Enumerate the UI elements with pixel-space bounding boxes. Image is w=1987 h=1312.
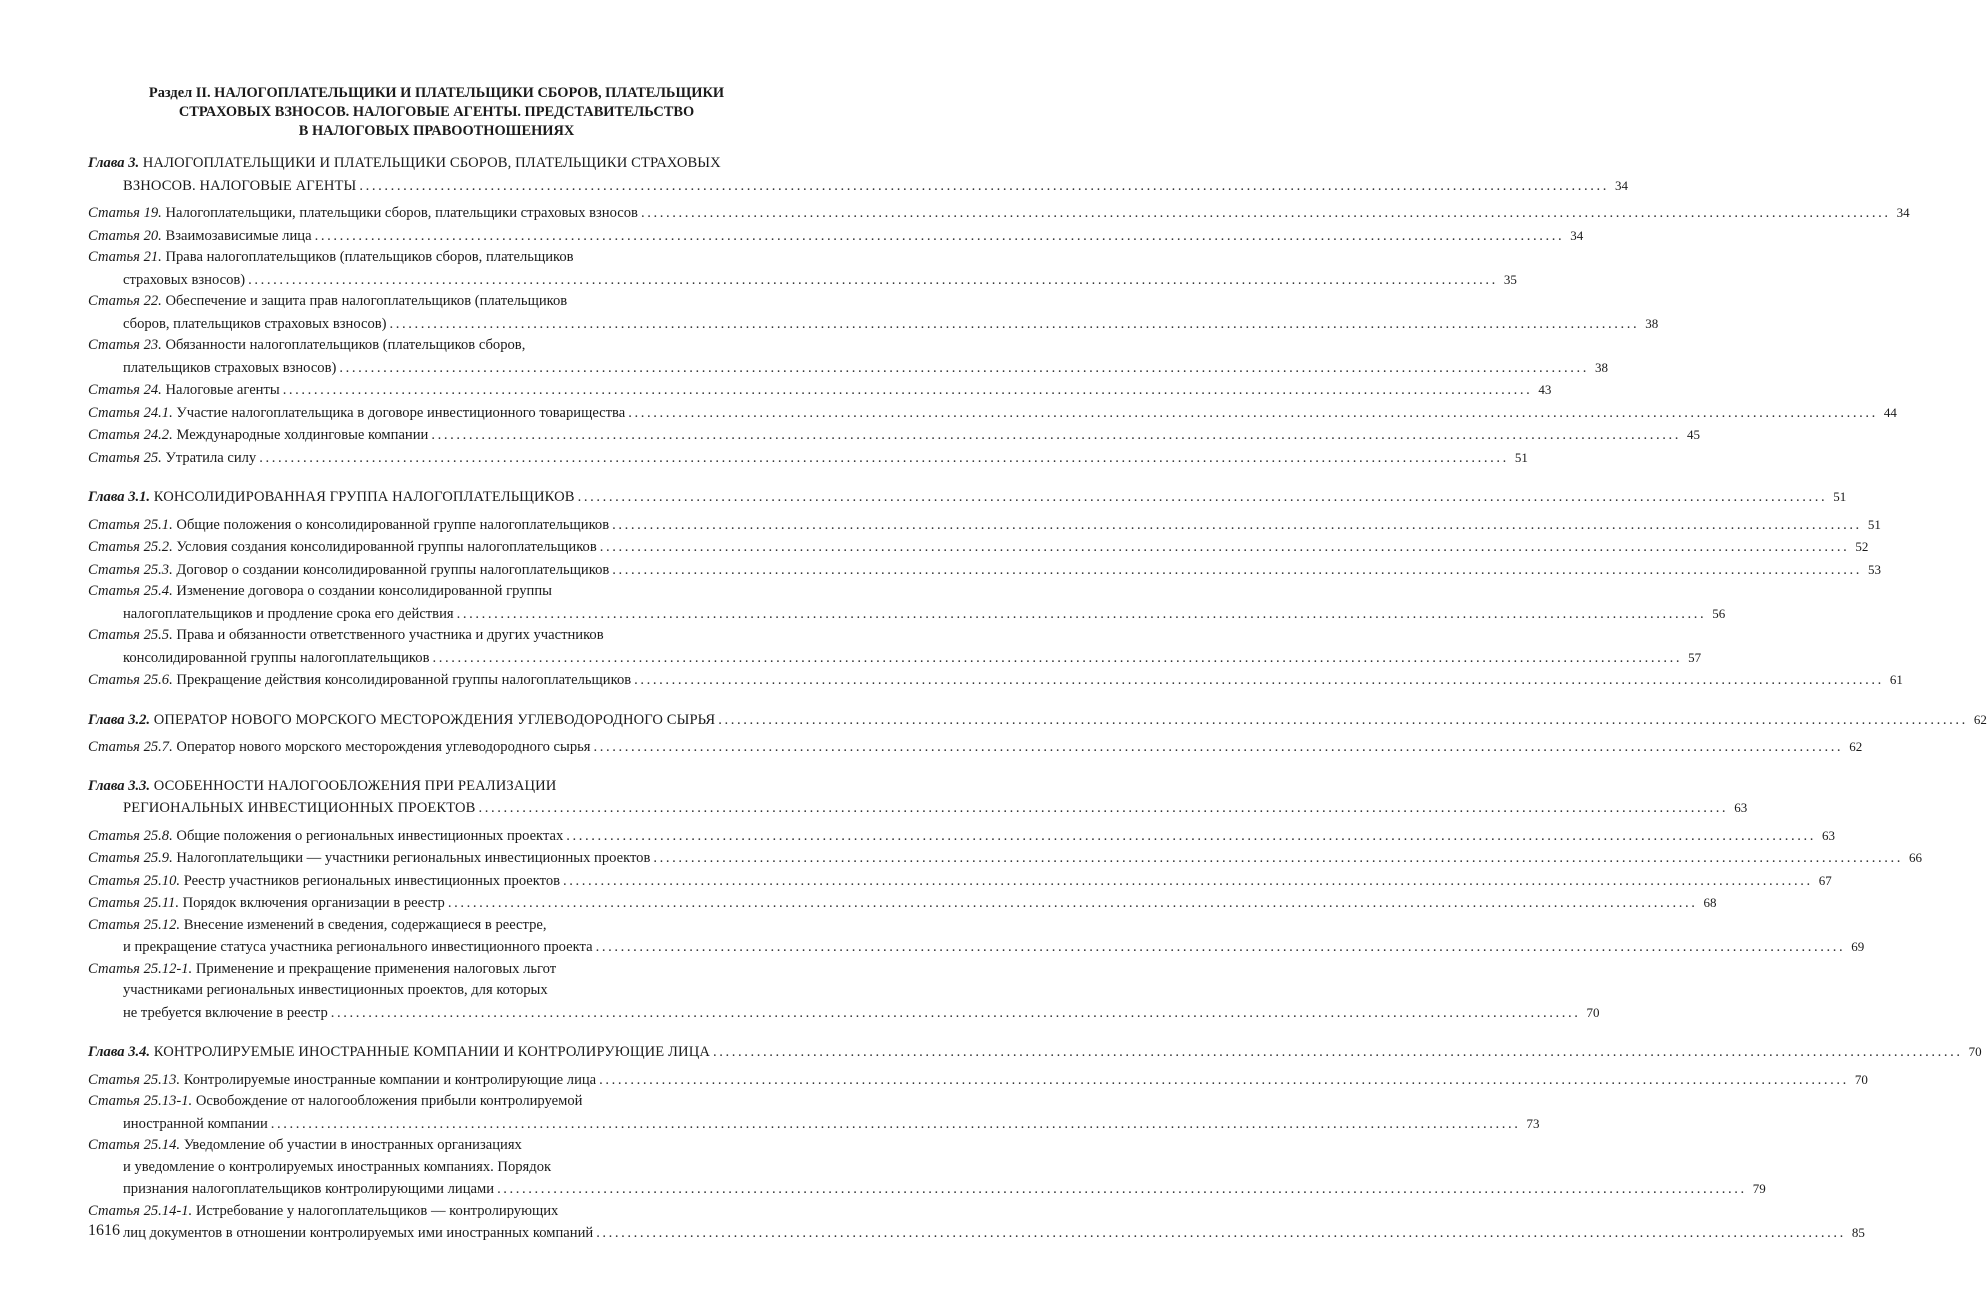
article-label: Статья 25.9. bbox=[88, 850, 173, 866]
entry-line bbox=[88, 736, 1863, 759]
page-ref: 68 bbox=[1703, 895, 1717, 910]
article-entry[interactable] bbox=[88, 581, 1726, 625]
entry-line bbox=[88, 379, 1552, 402]
article-label: Статья 20. bbox=[88, 227, 162, 244]
entry-line bbox=[88, 402, 1897, 425]
page-ref: 62 bbox=[1973, 711, 1987, 727]
dot-leader: ........................................................................................................................................................................................................ bbox=[566, 827, 1816, 844]
article-label: Статья 24.1. bbox=[88, 404, 173, 421]
page-ref: 34 bbox=[1615, 177, 1629, 193]
page-ref: 34 bbox=[1896, 205, 1910, 220]
entry-title-text: Прекращение действия консолидированной группы налогоплательщиков bbox=[176, 672, 632, 688]
entry-title-text: Контролируемые иностранные компании и контролирующие лица bbox=[183, 1071, 597, 1088]
entry-title-text: не требуется включение в реестр bbox=[123, 1004, 328, 1021]
entry-line bbox=[88, 1222, 1865, 1245]
dot-leader: ........................................................................................................................................................................................................ bbox=[282, 382, 1533, 398]
dot-leader: ........................................................................................................................................................................................................ bbox=[314, 227, 1565, 244]
entry-title-text: РЕГИОНАЛЬНЫХ ИНВЕСТИЦИОННЫХ ПРОЕКТОВ bbox=[123, 800, 476, 816]
entry-title-text: КОНСОЛИДИРОВАННАЯ ГРУППА НАЛОГОПЛАТЕЛЬЩИКОВ bbox=[153, 489, 575, 505]
article-label: Статья 25.5. bbox=[88, 627, 173, 643]
entry-line bbox=[88, 335, 785, 357]
page-ref: 63 bbox=[1821, 827, 1835, 843]
entry-line bbox=[88, 559, 1881, 582]
entry-title-text: ОСОБЕННОСТИ НАЛОГООБЛОЖЕНИЯ ПРИ РЕАЛИЗАЦИИ bbox=[153, 777, 557, 794]
entry-title-text: страховых взносов) bbox=[123, 271, 246, 288]
entry-line bbox=[88, 1069, 1868, 1092]
dot-leader: ........................................................................................................................................................................................................ bbox=[270, 1115, 1521, 1132]
entry-line bbox=[88, 153, 785, 175]
dot-leader: ........................................................................................................................................................................................................ bbox=[599, 1071, 1849, 1088]
page-ref: 57 bbox=[1688, 649, 1702, 665]
article-label: Статья 25.12-1. bbox=[88, 960, 193, 977]
entry-line bbox=[88, 1091, 785, 1113]
article-label: Статья 25.4. bbox=[88, 583, 173, 599]
entry-title-text: Реестр участников региональных инвестиционных проектов bbox=[183, 872, 561, 889]
dot-leader: ........................................................................................................................................................................................................ bbox=[478, 800, 1729, 816]
chapter-entry[interactable] bbox=[88, 709, 1987, 732]
article-label: Статья 23. bbox=[88, 337, 162, 353]
page-ref: 66 bbox=[1909, 850, 1923, 865]
entry-title-text: Общие положения о региональных инвестиционных проектах bbox=[176, 827, 564, 844]
article-label: Статья 25.1. bbox=[88, 516, 173, 533]
entry-title-text: плательщиков страховых взносов) bbox=[123, 359, 337, 376]
entry-line bbox=[88, 1113, 1540, 1136]
entry-line bbox=[88, 870, 1832, 893]
section-title-line: В НАЛОГОВЫХ ПРАВООТНОШЕНИЯХ bbox=[298, 123, 575, 139]
chapter-entry[interactable] bbox=[88, 1041, 1982, 1064]
entry-title-text: консолидированной группы налогоплательщиков bbox=[123, 649, 430, 666]
dot-leader: ........................................................................................................................................................................................................ bbox=[634, 672, 1884, 688]
page-ref: 45 bbox=[1687, 427, 1701, 442]
chapter-label: Глава 3.4. bbox=[88, 1044, 151, 1060]
entry-title-text: Права и обязанности ответственного участника и других участников bbox=[176, 627, 604, 643]
page-ref: 56 bbox=[1712, 605, 1726, 621]
entry-line bbox=[88, 1041, 1982, 1064]
entry-line bbox=[88, 603, 1726, 626]
entry-title-text: ОПЕРАТОР НОВОГО МОРСКОГО МЕСТОРОЖДЕНИЯ УГЛЕВОДОРОДНОГО СЫРЬЯ bbox=[153, 711, 716, 728]
article-label: Статья 25.6. bbox=[88, 672, 173, 688]
entry-line bbox=[88, 247, 785, 269]
chapter-entry[interactable] bbox=[88, 776, 1748, 820]
entry-title-text: Налогоплательщики, плательщики сборов, плательщики страховых взносов bbox=[165, 205, 638, 221]
entry-line bbox=[88, 776, 785, 798]
article-entry[interactable] bbox=[88, 424, 1701, 447]
article-entry[interactable] bbox=[88, 1201, 1865, 1245]
section-title-line: СТРАХОВЫХ ВЗНОСОВ. НАЛОГОВЫЕ АГЕНТЫ. ПРЕДСТАВИТЕЛЬСТВО bbox=[178, 104, 695, 120]
page-ref: 51 bbox=[1867, 516, 1881, 532]
page-ref: 53 bbox=[1867, 561, 1881, 577]
article-label: Статья 25.2. bbox=[88, 539, 173, 555]
entry-line bbox=[88, 313, 1659, 336]
entry-line bbox=[88, 669, 1903, 692]
page-ref: 51 bbox=[1514, 449, 1528, 465]
entry-line bbox=[88, 269, 1517, 292]
dot-leader: ........................................................................................................................................................................................................ bbox=[718, 711, 1968, 728]
article-entry[interactable] bbox=[88, 870, 1832, 893]
page-number: 1616 bbox=[88, 1222, 120, 1239]
article-label: Статья 25.14-1. bbox=[88, 1202, 193, 1219]
entry-title-text: ВЗНОСОВ. НАЛОГОВЫЕ АГЕНТЫ bbox=[123, 177, 357, 194]
group-spacer bbox=[88, 692, 785, 701]
section-title bbox=[108, 84, 765, 141]
entry-title-text: Общие положения о консолидированной группе налогоплательщиков bbox=[176, 516, 610, 533]
entry-title-text: иностранной компании bbox=[123, 1115, 268, 1132]
page-ref: 70 bbox=[1968, 1044, 1982, 1059]
dot-leader: ........................................................................................................................................................................................................ bbox=[628, 404, 1878, 421]
entry-title-text: НАЛОГОПЛАТЕЛЬЩИКИ И ПЛАТЕЛЬЩИКИ СБОРОВ, ПЛАТЕЛЬЩИКИ СТРАХОВЫХ bbox=[142, 155, 721, 171]
entry-line bbox=[88, 709, 1987, 732]
entry-title-text: Оператор нового морского месторождения углеводородного сырья bbox=[176, 739, 591, 755]
dot-leader: ........................................................................................................................................................................................................ bbox=[640, 205, 1891, 221]
dot-leader: ........................................................................................................................................................................................................ bbox=[612, 561, 1862, 578]
article-entry[interactable] bbox=[88, 291, 1659, 335]
article-label: Статья 24. bbox=[88, 382, 162, 398]
entry-title-text: Истребование у налогоплательщиков — контролирующих bbox=[195, 1202, 559, 1219]
entry-line bbox=[88, 936, 1865, 959]
page-ref: 43 bbox=[1538, 382, 1552, 397]
entry-title-text: Международные холдинговые компании bbox=[176, 427, 429, 443]
article-entry[interactable] bbox=[88, 847, 1923, 870]
page-ref: 67 bbox=[1818, 872, 1832, 888]
dot-leader: ........................................................................................................................................................................................................ bbox=[432, 649, 1683, 666]
entry-title-text: Налогоплательщики — участники региональных инвестиционных проектов bbox=[176, 850, 651, 866]
entry-line bbox=[88, 797, 1748, 820]
article-label: Статья 25.10. bbox=[88, 872, 181, 889]
entry-line bbox=[88, 424, 1701, 447]
chapter-entry[interactable] bbox=[88, 153, 1629, 197]
entry-title-text: Освобождение от налогообложения прибыли контролируемой bbox=[195, 1093, 583, 1109]
entry-title-text: участниками региональных инвестиционных проектов, для которых bbox=[123, 982, 548, 998]
dot-leader: ........................................................................................................................................................................................................ bbox=[497, 1181, 1747, 1197]
entry-title-text: Договор о создании консолидированной группы налогоплательщиков bbox=[176, 561, 610, 578]
chapter-label: Глава 3. bbox=[88, 155, 140, 171]
dot-leader: ........................................................................................................................................................................................................ bbox=[447, 895, 1698, 911]
entry-line bbox=[88, 514, 1881, 537]
article-entry[interactable] bbox=[88, 247, 1517, 291]
entry-title-text: Уведомление об участии в иностранных организациях bbox=[183, 1137, 522, 1153]
article-entry[interactable] bbox=[88, 536, 1869, 559]
chapter-label: Глава 3.1. bbox=[88, 489, 151, 505]
entry-title-text: Применение и прекращение применения налоговых льгот bbox=[195, 960, 557, 977]
article-entry[interactable] bbox=[88, 625, 1702, 669]
entry-title-text: Права налогоплательщиков (плательщиков сборов, плательщиков bbox=[165, 249, 574, 265]
entry-title-text: и прекращение статуса участника регионального инвестиционного проекта bbox=[123, 939, 593, 955]
page-ref: 35 bbox=[1503, 271, 1517, 287]
dot-leader: ........................................................................................................................................................................................................ bbox=[563, 872, 1813, 889]
page-ref: 44 bbox=[1883, 404, 1897, 420]
entry-line bbox=[88, 847, 1923, 870]
entry-title-text: признания налогоплательщиков контролирующими лицами bbox=[123, 1181, 495, 1197]
page-ref: 73 bbox=[1526, 1115, 1540, 1131]
article-entry[interactable] bbox=[88, 736, 1863, 759]
entry-line bbox=[88, 1201, 785, 1223]
dot-leader: ........................................................................................................................................................................................................ bbox=[593, 739, 1844, 755]
entry-line bbox=[88, 225, 1584, 248]
entry-title-text: Внесение изменений в сведения, содержащиеся в реестре, bbox=[183, 916, 547, 933]
page-ref: 63 bbox=[1734, 800, 1748, 815]
article-label: Статья 25.11. bbox=[88, 895, 179, 911]
dot-leader: ........................................................................................................................................................................................................ bbox=[612, 516, 1862, 533]
entry-title-text: Условия создания консолидированной группы налогоплательщиков bbox=[176, 539, 597, 555]
entry-title-text: лиц документов в отношении контролируемых ими иностранных компаний bbox=[123, 1225, 594, 1241]
entry-line bbox=[88, 175, 1629, 198]
entry-line bbox=[88, 825, 1835, 848]
entry-title-text: Взаимозависимые лица bbox=[165, 227, 312, 244]
article-entry[interactable] bbox=[88, 669, 1903, 692]
dot-leader: ........................................................................................................................................................................................................ bbox=[456, 605, 1707, 622]
entry-line bbox=[88, 581, 785, 603]
entry-line bbox=[88, 357, 1609, 380]
dot-leader: ........................................................................................................................................................................................................ bbox=[431, 427, 1682, 443]
entry-line bbox=[88, 1002, 1600, 1025]
article-label: Статья 25.14. bbox=[88, 1137, 181, 1153]
entry-title-text: Обеспечение и защита прав налогоплательщиков (плательщиков bbox=[165, 293, 568, 309]
entry-title-text: КОНТРОЛИРУЕМЫЕ ИНОСТРАННЫЕ КОМПАНИИ И КОНТРОЛИРУЮЩИЕ ЛИЦА bbox=[153, 1044, 710, 1060]
section-title-line: Раздел II. НАЛОГОПЛАТЕЛЬЩИКИ И ПЛАТЕЛЬЩИКИ СБОРОВ, ПЛАТЕЛЬЩИКИ bbox=[148, 85, 725, 101]
page-ref: 69 bbox=[1851, 939, 1865, 954]
entry-line bbox=[88, 486, 1847, 509]
chapter-label: Глава 3.3. bbox=[88, 777, 151, 794]
article-entry[interactable] bbox=[88, 379, 1552, 402]
entry-line bbox=[88, 959, 785, 981]
entry-title-text: налогоплательщиков и продление срока его действия bbox=[123, 605, 454, 622]
dot-leader: ........................................................................................................................................................................................................ bbox=[599, 539, 1850, 555]
dot-leader: ........................................................................................................................................................................................................ bbox=[653, 850, 1904, 866]
entry-line bbox=[88, 915, 785, 937]
article-entry[interactable] bbox=[88, 1069, 1868, 1092]
entry-line bbox=[88, 1135, 785, 1157]
entry-title-text: Участие налогоплательщика в договоре инвестиционного товарищества bbox=[176, 404, 626, 421]
article-entry[interactable] bbox=[88, 1135, 1766, 1201]
article-label: Статья 21. bbox=[88, 249, 162, 265]
article-entry[interactable] bbox=[88, 225, 1584, 248]
entry-title-text: Утратила силу bbox=[165, 449, 257, 466]
article-entry[interactable] bbox=[88, 915, 1865, 959]
page-ref: 85 bbox=[1851, 1225, 1865, 1240]
table-of-contents bbox=[88, 153, 1987, 1245]
entry-line bbox=[88, 625, 785, 647]
article-entry[interactable] bbox=[88, 335, 1609, 379]
entry-line bbox=[88, 647, 1702, 670]
chapter-entry[interactable] bbox=[88, 486, 1847, 509]
entry-title-text: Изменение договора о создании консолидированной группы bbox=[176, 583, 552, 599]
page-ref: 38 bbox=[1645, 315, 1659, 331]
entry-line bbox=[88, 291, 785, 313]
entry-line bbox=[88, 202, 1910, 225]
entry-title-text: Налоговые агенты bbox=[165, 382, 280, 398]
entry-line bbox=[88, 536, 1869, 559]
page-ref: 62 bbox=[1849, 739, 1863, 754]
entry-line bbox=[88, 447, 1528, 470]
entry-title-text: сборов, плательщиков страховых взносов) bbox=[123, 315, 387, 332]
page-ref: 34 bbox=[1570, 227, 1584, 243]
article-entry[interactable] bbox=[88, 447, 1528, 470]
article-entry[interactable] bbox=[88, 402, 1897, 425]
entry-title-text: Порядок включения организации в реестр bbox=[182, 895, 445, 911]
dot-leader: ........................................................................................................................................................................................................ bbox=[596, 1225, 1846, 1241]
article-label: Статья 22. bbox=[88, 293, 162, 309]
entry-line bbox=[88, 980, 785, 1002]
page-ref: 51 bbox=[1833, 489, 1847, 504]
dot-leader: ........................................................................................................................................................................................................ bbox=[577, 489, 1828, 505]
dot-leader: ........................................................................................................................................................................................................ bbox=[595, 939, 1846, 955]
page-ref: 79 bbox=[1752, 1181, 1766, 1196]
article-label: Статья 25.7. bbox=[88, 739, 173, 755]
article-entry[interactable] bbox=[88, 1091, 1540, 1135]
article-entry[interactable] bbox=[88, 959, 1600, 1025]
article-label: Статья 25. bbox=[88, 449, 162, 466]
dot-leader: ........................................................................................................................................................................................................ bbox=[259, 449, 1509, 466]
article-entry[interactable] bbox=[88, 559, 1881, 582]
article-label: Статья 19. bbox=[88, 205, 162, 221]
article-entry[interactable] bbox=[88, 202, 1910, 225]
article-entry[interactable] bbox=[88, 825, 1835, 848]
dot-leader: ........................................................................................................................................................................................................ bbox=[330, 1004, 1581, 1021]
dot-leader: ........................................................................................................................................................................................................ bbox=[712, 1044, 1963, 1060]
entry-title-text: и уведомление о контролируемых иностранных компаниях. Порядок bbox=[123, 1158, 552, 1175]
dot-leader: ........................................................................................................................................................................................................ bbox=[339, 359, 1590, 376]
article-label: Статья 25.13. bbox=[88, 1071, 181, 1088]
entry-line bbox=[88, 892, 1717, 915]
page-ref: 38 bbox=[1595, 359, 1609, 375]
page-ref: 61 bbox=[1889, 672, 1903, 687]
chapter-label: Глава 3.2. bbox=[88, 711, 151, 728]
group-spacer bbox=[88, 759, 785, 768]
article-entry[interactable] bbox=[88, 514, 1881, 537]
group-spacer bbox=[88, 469, 785, 478]
page-ref: 70 bbox=[1854, 1071, 1868, 1087]
dot-leader: ........................................................................................................................................................................................................ bbox=[359, 177, 1610, 194]
dot-leader: ........................................................................................................................................................................................................ bbox=[389, 315, 1640, 332]
entry-line bbox=[88, 1178, 1766, 1201]
toc-page bbox=[88, 84, 1987, 1245]
article-entry[interactable] bbox=[88, 892, 1717, 915]
page-ref: 70 bbox=[1586, 1004, 1600, 1020]
article-label: Статья 24.2. bbox=[88, 427, 173, 443]
article-label: Статья 25.13-1. bbox=[88, 1093, 193, 1109]
article-label: Статья 25.12. bbox=[88, 916, 181, 933]
dot-leader: ........................................................................................................................................................................................................ bbox=[248, 271, 1498, 288]
entry-line bbox=[88, 1157, 785, 1179]
page-ref: 52 bbox=[1855, 539, 1869, 554]
article-label: Статья 25.3. bbox=[88, 561, 173, 578]
article-label: Статья 25.8. bbox=[88, 827, 173, 844]
entry-title-text: Обязанности налогоплательщиков (плательщиков сборов, bbox=[165, 337, 526, 353]
group-spacer bbox=[88, 1024, 785, 1033]
